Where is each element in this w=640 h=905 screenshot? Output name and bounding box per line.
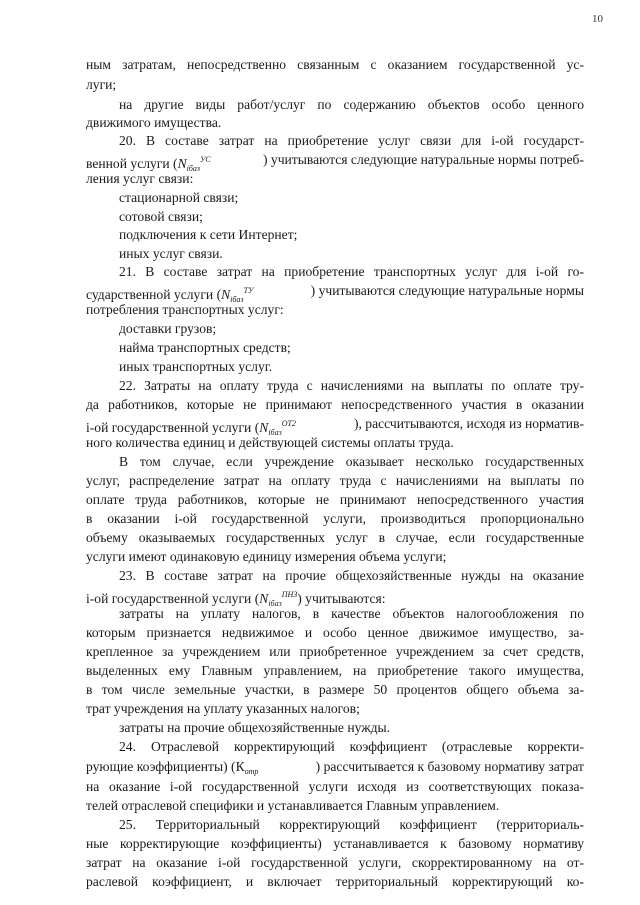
formula-symbol: $К_{отр}$ [235, 759, 259, 776]
list-item: доставки грузов; [119, 321, 217, 336]
text-line: ного количества единиц и действующей системы оплаты труда. [86, 435, 454, 450]
text-line: 24. Отраслевой корректирующий коэффициент (отраслевые корректи- [119, 739, 584, 754]
text-line: на оказание i-ой государственной услуги исходя из соответствующих показа- [86, 779, 584, 794]
text-line: услуг, распределение затрат на оплату труда с начислениями на выплаты по [86, 473, 584, 488]
text-line: 20. В составе затрат на приобретение услуг связи для i-ой государст- [119, 133, 584, 148]
text-line: трат учреждения на уплату указанных налогов; [86, 701, 360, 716]
formula-symbol: $N_{iбаз}^{УС}$ [177, 155, 211, 173]
list-item: иных транспортных услуг. [119, 359, 273, 374]
text-line: услуги имеют одинаковую единицу измерения объема услуги; [86, 549, 447, 564]
text-line: в том числе земельные участки, в размере 50 процентов общего объема за- [86, 682, 584, 697]
list-item: сотовой связи; [119, 209, 203, 224]
text-line: i-ой государственной услуги ($N_{iбаз}^{ОТ2}$ ), рассчитываются, исходя из норматив- [86, 416, 584, 437]
text-line: ным затратам, непосредственно связанным с оказанием государственной ус- [86, 57, 584, 72]
text-line: рующие коэффициенты) ($К_{отр}$ ) рассчитывается к базовому нормативу затрат [86, 759, 584, 776]
text-line: венной услуги ($N_{iбаз}^{УС}$ ) учитываются следующие натуральные нормы потреб- [86, 152, 584, 173]
text-line: В том случае, если учреждение оказывает несколько государственных [119, 454, 584, 469]
list-item: стационарной связи; [119, 190, 239, 205]
text-line: ные корректирующие коэффициенты) устанавливается к базовому нормативу [86, 836, 584, 851]
text-line: затраты на уплату налогов, в качестве объектов налогообложения по [119, 606, 584, 621]
text-line: крепленное за учреждением или приобретенное учреждением за счет средств, [86, 644, 584, 659]
text-line: затраты на прочие общехозяйственные нужды. [119, 720, 391, 735]
text-line: раслевой коэффициент, и включает территориальный корректирующий ко- [86, 874, 584, 889]
formula-symbol: $N_{iбаз}^{ОТ2}$ [259, 419, 296, 437]
text-line: ления услуг связи: [86, 171, 194, 186]
text-line: на другие виды работ/услуг по содержанию объектов особо ценного [119, 97, 584, 112]
text-line: которым признается недвижимое и особо ценное движимое имущество, за- [86, 625, 584, 640]
text-line: объему оказываемых государственных услуг в случае, если государственные [86, 530, 584, 545]
formula-symbol: $N_{iбаз}^{ПНЗ}$ [259, 590, 298, 608]
text-line: движимого имущества. [86, 115, 222, 130]
text-line: да работников, которые не принимают непосредственного участия в оказании [86, 397, 584, 412]
text-line: 21. В составе затрат на приобретение транспортных услуг для i-ой го- [119, 264, 584, 279]
text-line: 25. Территориальный корректирующий коэффициент (территориаль- [119, 817, 584, 832]
text-line: 22. Затраты на оплату труда с начислениями на выплаты по оплате тру- [119, 378, 584, 393]
text-line: сударственной услуги ($N_{iбаз}^{ТУ}$ ) учитываются следующие натуральные нормы [86, 283, 584, 304]
page-number: 10 [592, 13, 603, 25]
list-item: иных услуг связи. [119, 246, 223, 261]
formula-symbol: $N_{iбаз}^{ТУ}$ [221, 286, 254, 304]
list-item: найма транспортных средств; [119, 340, 291, 355]
text-line: оплате труда работников, которые не принимают непосредственного участия [86, 492, 584, 507]
text-line: выделенных ему Главным управлением, на приобретение такого имущества, [86, 663, 584, 678]
text-line: 23. В составе затрат на прочие общехозяйственные нужды на оказание [119, 568, 584, 583]
text-line: i-ой государственной услуги $(N_{iбаз}^{ПНЗ})$ учитываются: [86, 590, 386, 608]
text-line: телей отраслевой специфики и устанавливается Главным управлением. [86, 798, 500, 813]
text-line: потребления транспортных услуг: [86, 302, 284, 317]
text-line: затрат на оказание i-ой государственной услуги, скорректированному на от- [86, 855, 584, 870]
text-line: луги; [86, 77, 117, 92]
list-item: подключения к сети Интернет; [119, 227, 298, 242]
text-line: в оказании i-ой государственной услуги, производиться пропорционально [86, 511, 584, 526]
